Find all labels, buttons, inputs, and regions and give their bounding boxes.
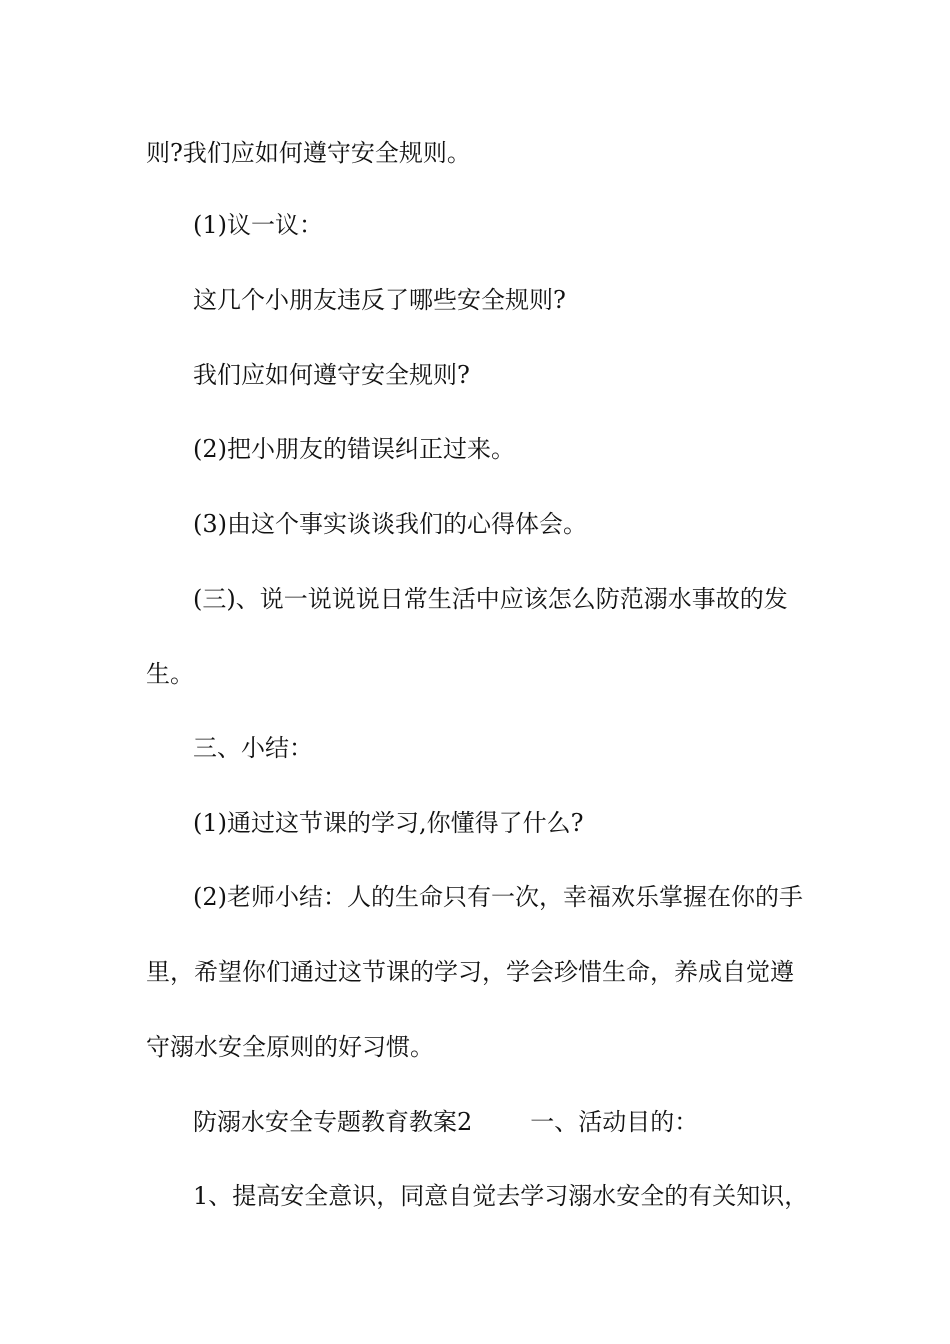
section-heading: 三、小结： (193, 734, 313, 762)
paragraph-line: 则?我们应如何遵守安全规则。 (146, 139, 471, 167)
paragraph-line: 1、提高安全意识，同意自觉去学习溺水安全的有关知识， (193, 1182, 809, 1210)
paragraph-line: (三)、说一说说说日常生活中应该怎么防范溺水事故的发 (193, 585, 788, 613)
paragraph-line: (1)通过这节课的学习,你懂得了什么? (193, 809, 584, 837)
lesson-title: 防溺水安全专题教育教案2 (193, 1108, 473, 1136)
activity-goal-heading: 一、活动目的： (530, 1108, 699, 1136)
paragraph-line: (1)议一议： (193, 211, 323, 239)
paragraph-line: 这几个小朋友违反了哪些安全规则? (193, 286, 566, 314)
paragraph-line: 守溺水安全原则的好习惯。 (146, 1033, 434, 1061)
lesson-title-line (193, 1107, 698, 1137)
paragraph-line: (2)老师小结：人的生命只有一次，幸福欢乐掌握在你的手 (193, 883, 803, 911)
paragraph-line: 我们应如何遵守安全规则? (193, 361, 470, 389)
paragraph-line: 里，希望你们通过这节课的学习，学会珍惜生命，养成自觉遵 (146, 958, 794, 986)
paragraph-line: (3)由这个事实谈谈我们的心得体会。 (193, 510, 587, 538)
paragraph-line: 生。 (146, 660, 194, 688)
paragraph-line: (2)把小朋友的错误纠正过来。 (193, 435, 515, 463)
